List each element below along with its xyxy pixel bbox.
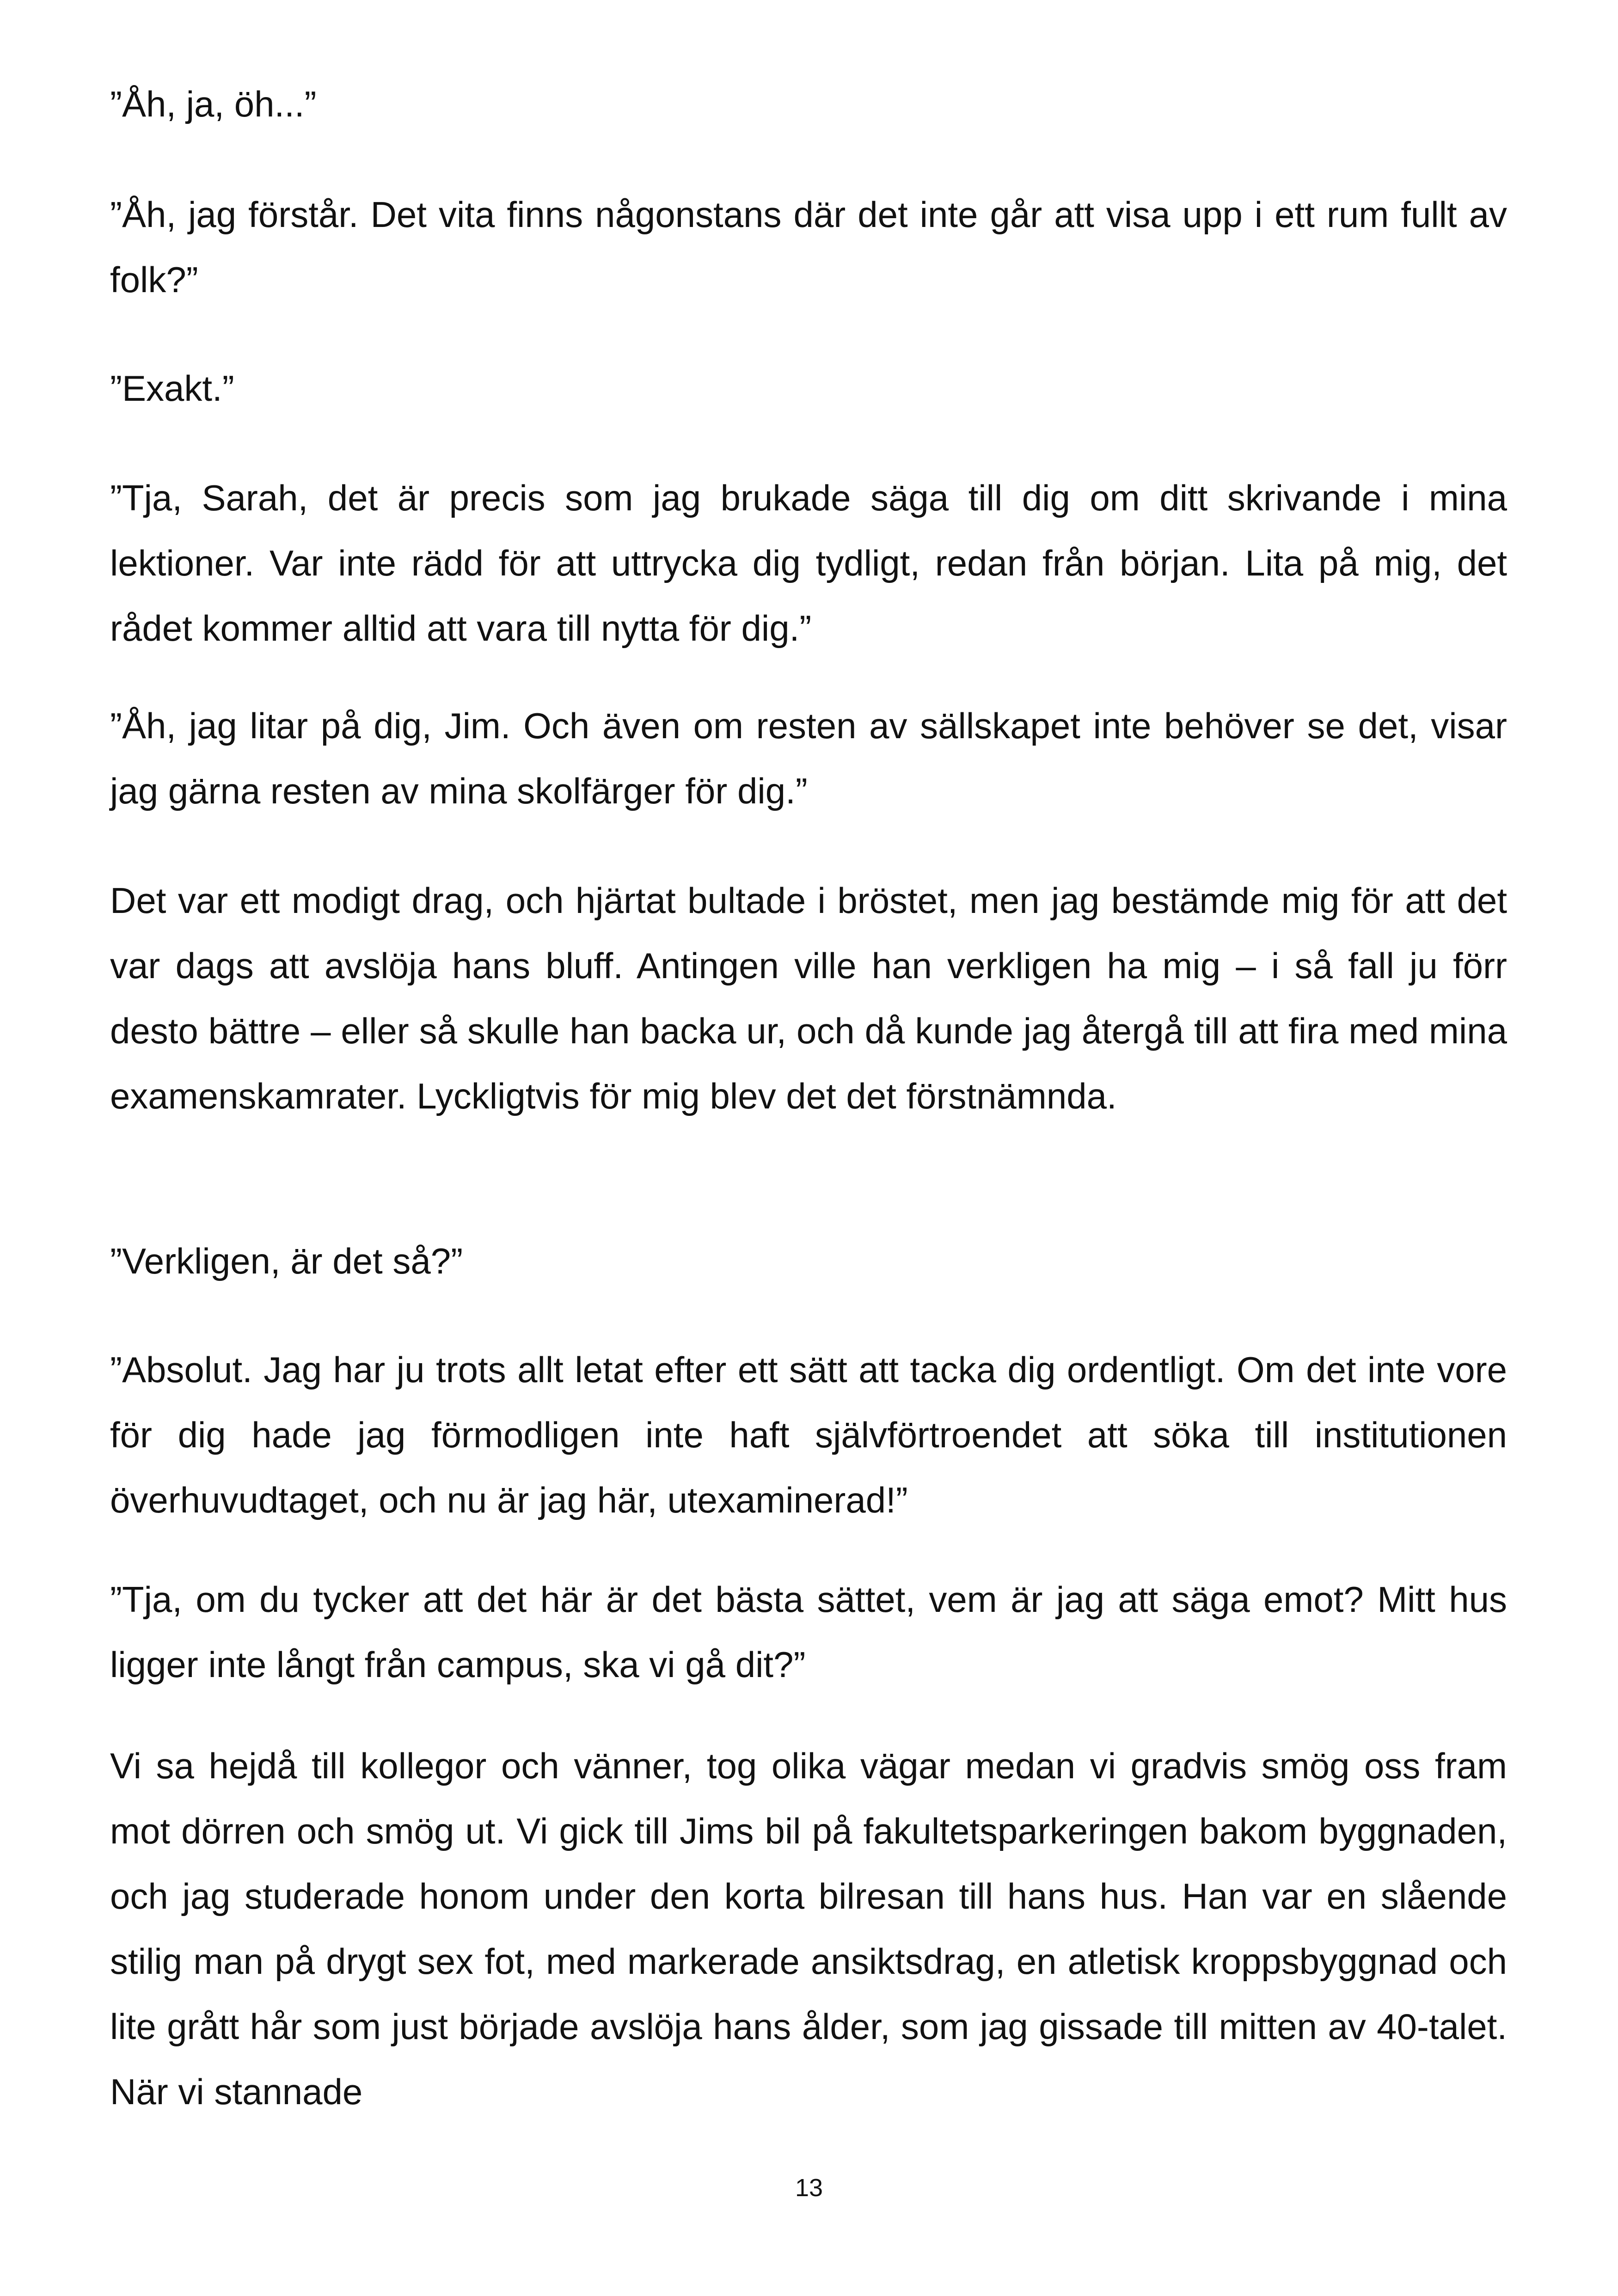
paragraph-4: ”Tja, Sarah, det är precis som jag brukade säga till dig om ditt skrivande i mina lektioner. Var inte rädd för att uttrycka dig tydligt, redan från början. Lita på mig, det rådet kommer alltid att vara till nytta för dig.” — [110, 478, 1507, 649]
paragraph-5: ”Åh, jag litar på dig, Jim. Och även om resten av sällskapet inte behöver se det, visar jag gärna resten av mina skolfärger för dig.” — [110, 705, 1507, 811]
paragraph-8: ”Absolut. Jag har ju trots allt letat efter ett sätt att tacka dig ordentligt. Om det inte vore för dig hade jag förmodligen inte haft självförtroendet att söka till institutionen överhuvudtaget, och nu är jag här, utexaminerad!” — [110, 1349, 1507, 1520]
paragraph-2: ”Åh, jag förstår. Det vita finns någonstans där det inte går att visa upp i ett rum fullt av folk?” — [110, 194, 1507, 300]
paragraph-7: ”Verkligen, är det så?” — [110, 1241, 463, 1281]
paragraph-6: Det var ett modigt drag, och hjärtat bultade i bröstet, men jag bestämde mig för att det var dags att avslöja hans bluff. Antingen ville han verkligen ha mig – i så fall ju förr desto bättre – eller så skulle han backa ur, och då kunde jag återgå till att fira med mina examenskamrater. Lyckligtvis för mig blev det det förstnämnda. — [110, 880, 1507, 1116]
paragraph-3: ”Exakt.” — [110, 368, 234, 409]
page-number: 13 — [795, 2174, 823, 2202]
paragraph-9: ”Tja, om du tycker att det här är det bästa sättet, vem är jag att säga emot? Mitt hus ligger inte långt från campus, ska vi gå dit?” — [110, 1579, 1507, 1685]
paragraph-10: Vi sa hejdå till kollegor och vänner, tog olika vägar medan vi gradvis smög oss fram mot dörren och smög ut. Vi gick till Jims bil på fakultetsparkeringen bakom byggnaden, och jag studerade honom under den korta bilresan till hans hus. Han var en slående stilig man på drygt sex fot, med markerade ansiktsdrag, en atletisk kroppsbyggnad och lite grått hår som just började avslöja hans ålder, som jag gissade till mitten av 40-talet. När vi stannade — [110, 1745, 1507, 2112]
paragraph-1: ”Åh, ja, öh...” — [110, 84, 317, 124]
